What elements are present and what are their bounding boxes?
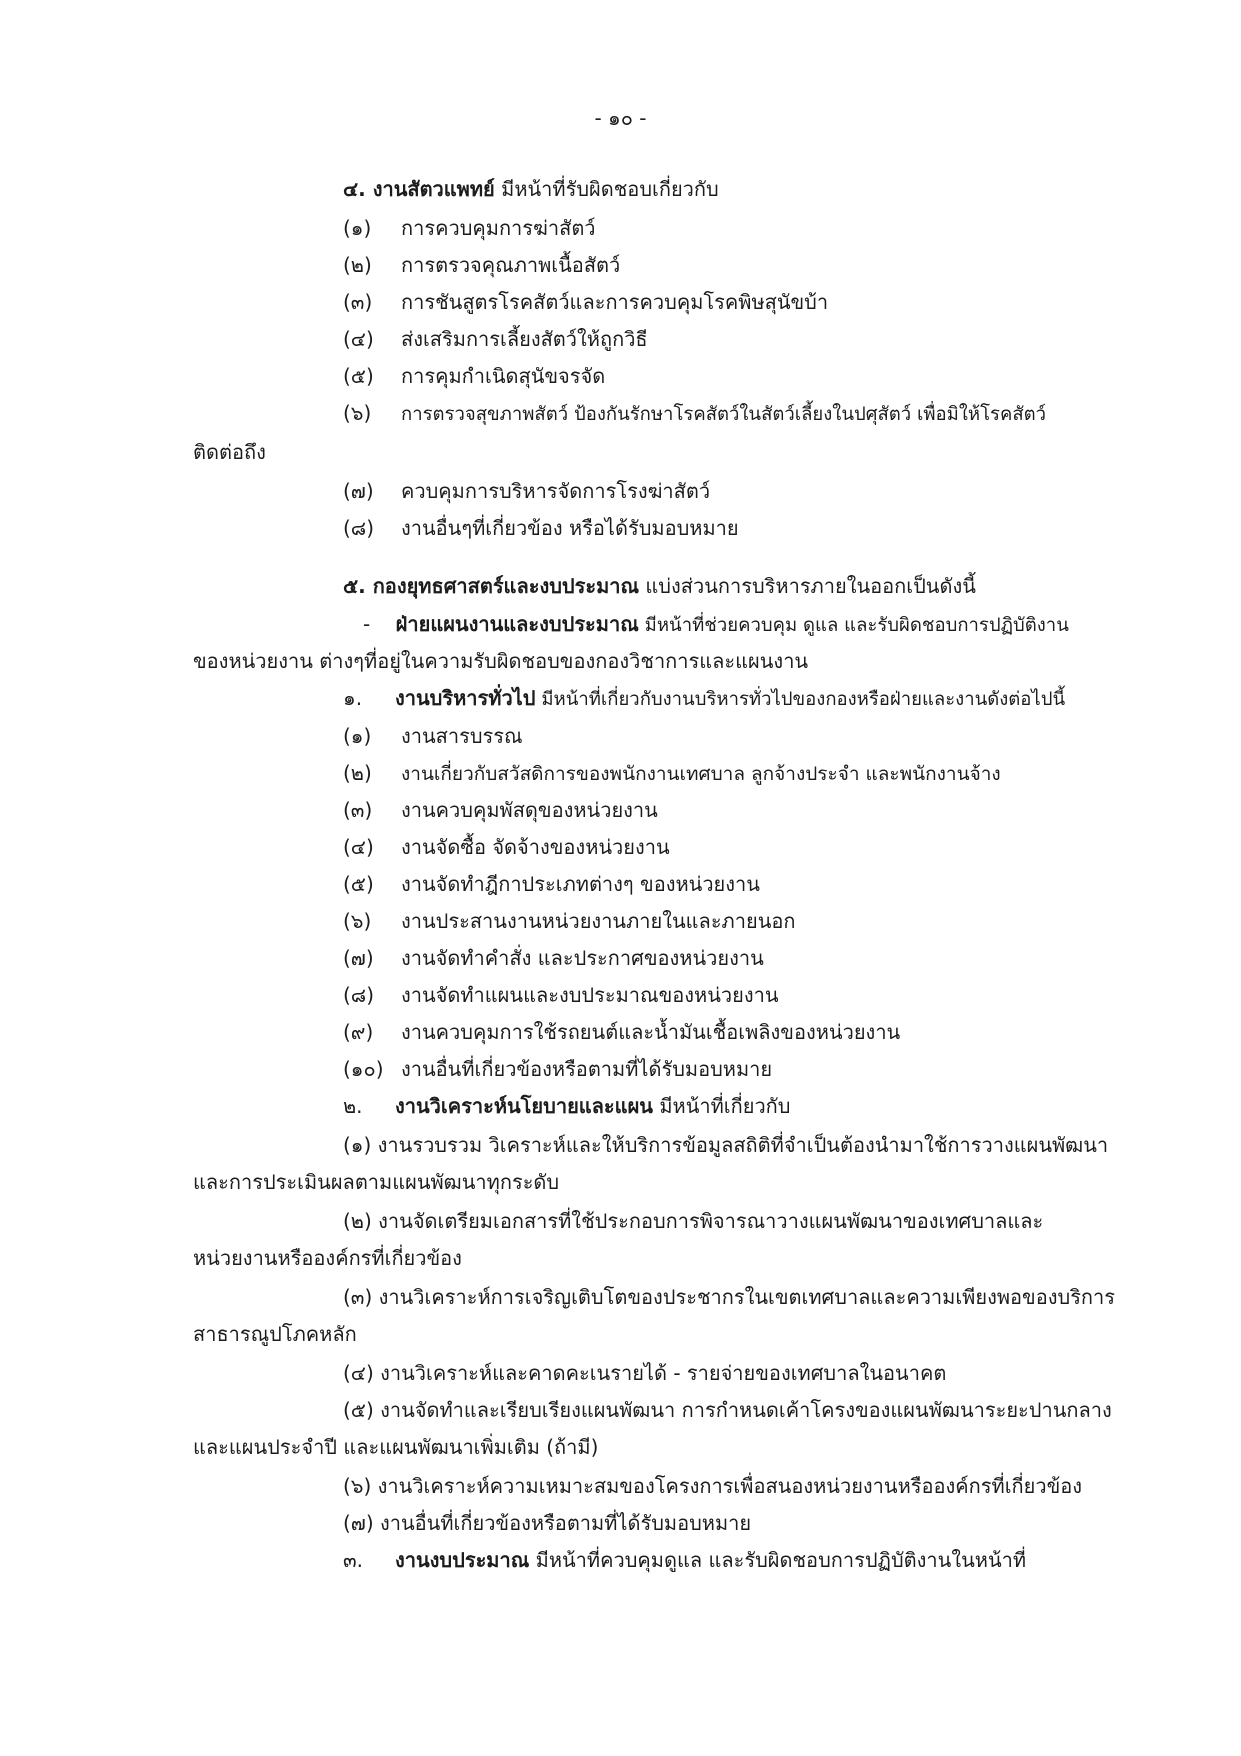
paragraph-item: (๑) งานรวบรวม วิเคราะห์และให้บริการข้อมูลสถิติที่จำเป็นต้องนำมาใช้การวางแผนพัฒนา bbox=[343, 1133, 1109, 1157]
list-item bbox=[343, 721, 523, 751]
item-text: ส่งเสริมการเลี้ยงสัตว์ให้ถูกวิธี bbox=[401, 327, 648, 351]
paragraph-item: (๔) งานวิเคราะห์และคาดคะเนรายได้ - รายจ่ายของเทศบาลในอนาคต bbox=[343, 1361, 947, 1385]
division-title: ฝ่ายแผนงานและงบประมาณ bbox=[395, 612, 639, 636]
paragraph-item: (๓) งานวิเคราะห์การเจริญเติบโตของประชากรในเขตเทศบาลและความเพียงพอของบริการ bbox=[343, 1285, 1116, 1309]
item-text: การควบคุมการฆ่าสัตว์ bbox=[401, 216, 596, 240]
list-item bbox=[343, 250, 620, 280]
item-number: (๔) bbox=[343, 327, 374, 351]
task-title: งานงบประมาณ bbox=[395, 1548, 530, 1572]
section-4-heading bbox=[343, 174, 719, 204]
item-text: งานจัดทำคำสั่ง และประกาศของหน่วยงาน bbox=[401, 946, 764, 970]
item-number: (๕) bbox=[343, 364, 374, 388]
list-item bbox=[343, 980, 779, 1010]
item-text: ควบคุมการบริหารจัดการโรงฆ่าสัตว์ bbox=[401, 479, 711, 503]
item-number: (๑๐) bbox=[343, 1057, 384, 1081]
list-item bbox=[343, 513, 739, 543]
list-item bbox=[343, 476, 710, 506]
item-text: งานอื่นๆที่เกี่ยวข้อง หรือได้รับมอบหมาย bbox=[401, 516, 739, 540]
paragraph-continuation: และการประเมินผลตามแผนพัฒนาทุกระดับ bbox=[193, 1170, 560, 1194]
item-number: (๗) bbox=[343, 946, 374, 970]
list-item bbox=[343, 398, 1143, 430]
list-item bbox=[343, 1017, 900, 1047]
item-text: การชันสูตรโรคสัตว์และการควบคุมโรคพิษสุนัขบ้า bbox=[401, 290, 829, 314]
division-line bbox=[363, 609, 1163, 641]
paragraph-continuation: หน่วยงานหรือองค์กรที่เกี่ยวข้อง bbox=[193, 1246, 462, 1270]
list-item bbox=[343, 832, 670, 862]
item-number: (๓) bbox=[343, 798, 373, 822]
task-1-heading bbox=[343, 683, 1153, 715]
task-number: ๒. bbox=[343, 1094, 363, 1118]
section-5-heading bbox=[343, 571, 976, 601]
item-number: (๒) bbox=[343, 761, 372, 785]
item-text: งานจัดทำฎีกาประเภทต่างๆ ของหน่วยงาน bbox=[401, 872, 760, 896]
section-5-title: ๕. กองยุทธศาสตร์และงบประมาณ bbox=[343, 574, 640, 598]
item-number: (๗) bbox=[343, 479, 374, 503]
paragraph-continuation: และแผนประจำปี และแผนพัฒนาเพิ่มเติม (ถ้ามี) bbox=[193, 1435, 599, 1459]
item-text: งานสารบรรณ bbox=[401, 724, 523, 748]
item-number: (๑) bbox=[343, 216, 372, 240]
list-item bbox=[343, 1054, 772, 1084]
list-item bbox=[343, 213, 596, 243]
paragraph-item: (๗) งานอื่นที่เกี่ยวข้องหรือตามที่ได้รับมอบหมาย bbox=[343, 1511, 752, 1535]
item-text: งานอื่นที่เกี่ยวข้องหรือตามที่ได้รับมอบหมาย bbox=[401, 1057, 773, 1081]
task-rest: มีหน้าที่เกี่ยวกับงานบริหารทั่วไปของกองหรือฝ่ายและงานดังต่อไปนี้ bbox=[535, 689, 1066, 710]
item-text: งานจัดซื้อ จัดจ้างของหน่วยงาน bbox=[401, 835, 670, 859]
item-text: การตรวจคุณภาพเนื้อสัตว์ bbox=[401, 253, 621, 277]
item-text: งานควบคุมพัสดุของหน่วยงาน bbox=[401, 798, 658, 822]
paragraph-item: (๕) งานจัดทำและเรียบเรียงแผนพัฒนา การกำหนดเค้าโครงของแผนพัฒนาระยะปานกลาง bbox=[343, 1398, 1112, 1422]
item-number: (๖) bbox=[343, 401, 372, 425]
task-3-heading bbox=[343, 1545, 1026, 1575]
section-4-heading-rest: มีหน้าที่รับผิดชอบเกี่ยวกับ bbox=[494, 177, 719, 201]
item-number: (๒) bbox=[343, 253, 372, 277]
list-item bbox=[343, 943, 764, 973]
list-item bbox=[343, 795, 658, 825]
list-item bbox=[343, 758, 1001, 789]
division-continuation: ของหน่วยงาน ต่างๆที่อยู่ในความรับผิดชอบของกองวิชาการและแผนงาน bbox=[193, 649, 809, 673]
item-number: (๕) bbox=[343, 872, 374, 896]
item-text: งานเกี่ยวกับสวัสดิการของพนักงานเทศบาล ลูกจ้างประจำ และพนักงานจ้าง bbox=[401, 763, 1001, 785]
task-number: ๓. bbox=[343, 1548, 364, 1572]
dash: - bbox=[363, 612, 371, 636]
task-2-heading bbox=[343, 1091, 790, 1121]
task-title: งานบริหารทั่วไป bbox=[395, 686, 536, 710]
item-number: (๘) bbox=[343, 983, 375, 1007]
section-5-heading-rest: แบ่งส่วนการบริหารภายในออกเป็นดังนี้ bbox=[639, 574, 976, 598]
item-text: งานควบคุมการใช้รถยนต์และน้ำมันเชื้อเพลิงของหน่วยงาน bbox=[401, 1020, 901, 1044]
item-number: (๔) bbox=[343, 835, 374, 859]
item-text: งานจัดทำแผนและงบประมาณของหน่วยงาน bbox=[401, 983, 779, 1007]
item-number: (๘) bbox=[343, 516, 375, 540]
list-item bbox=[343, 361, 605, 391]
section-4-title: ๔. งานสัตวแพทย์ bbox=[343, 177, 495, 201]
task-rest: มีหน้าที่ควบคุมดูแล และรับผิดชอบการปฏิบัติงานในหน้าที่ bbox=[529, 1548, 1027, 1572]
paragraph-item: (๒) งานจัดเตรียมเอกสารที่ใช้ประกอบการพิจารณาวางแผนพัฒนาของเทศบาลและ bbox=[343, 1209, 1044, 1233]
task-number: ๑. bbox=[343, 686, 363, 710]
item-continuation: ติดต่อถึง bbox=[193, 440, 266, 464]
division-rest: มีหน้าที่ช่วยควบคุม ดูแล และรับผิดชอบการปฏิบัติงาน bbox=[638, 615, 1069, 636]
paragraph-item: (๖) งานวิเคราะห์ความเหมาะสมของโครงการเพื่อสนองหน่วยงานหรือองค์กรที่เกี่ยวข้อง bbox=[343, 1474, 1083, 1498]
list-item bbox=[343, 287, 828, 317]
page-number: - ๑๐ - bbox=[594, 106, 647, 130]
item-text: งานประสานงานหน่วยงานภายในและภายนอก bbox=[401, 909, 796, 933]
list-item bbox=[343, 324, 648, 354]
list-item bbox=[343, 906, 795, 936]
item-text: การคุมกำเนิดสุนัขจรจัด bbox=[401, 364, 606, 388]
item-number: (๑) bbox=[343, 724, 372, 748]
paragraph-continuation: สาธารณูปโภคหลัก bbox=[193, 1322, 357, 1346]
task-title: งานวิเคราะห์นโยบายและแผน bbox=[395, 1094, 653, 1118]
item-text: การตรวจสุขภาพสัตว์ ป้องกันรักษาโรคสัตว์ในสัตว์เลี้ยงในปศุสัตว์ เพื่อมิให้โรคสัตว์ bbox=[401, 404, 1047, 425]
item-number: (๖) bbox=[343, 909, 372, 933]
task-rest: มีหน้าที่เกี่ยวกับ bbox=[652, 1094, 791, 1118]
item-number: (๓) bbox=[343, 290, 373, 314]
item-number: (๙) bbox=[343, 1020, 374, 1044]
list-item bbox=[343, 869, 760, 899]
